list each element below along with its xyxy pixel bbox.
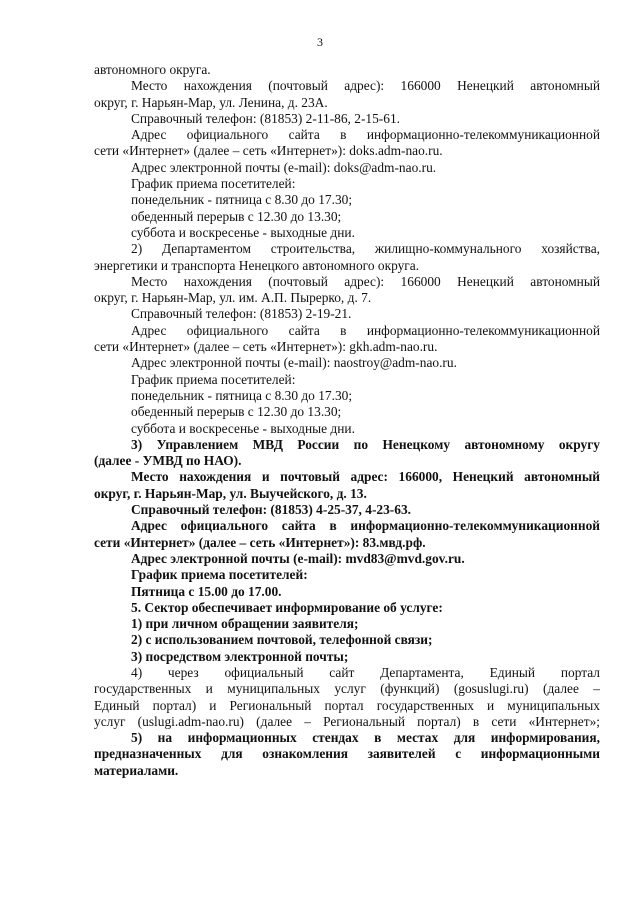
text-line: График приема посетителей: — [131, 371, 296, 387]
text-line: Место нахождения и почтовый адрес: 166000, Ненецкий автономный — [131, 469, 600, 485]
text-line: предназначенных для ознакомления заявителей с информационными — [94, 746, 600, 762]
text-line: сети «Интернет» (далее – сеть «Интернет»): doks.adm-nao.ru. — [94, 143, 443, 159]
text-line: округ, г. Нарьян-Мар, ул. им. А.П. Пырерко, д. 7. — [94, 290, 372, 306]
text-line: Место нахождения (почтовый адрес): 166000 Ненецкий автономный — [131, 273, 600, 289]
text-line: Адрес электронной почты (e-mail): doks@adm-nao.ru. — [131, 159, 437, 175]
text-line: 5. Сектор обеспечивает информирование об услуге: — [131, 599, 443, 615]
text-line: материалами. — [94, 762, 179, 778]
text-line: округ, г. Нарьян-Мар, ул. Ленина, д. 23А. — [94, 94, 328, 110]
text-line: Единый портал) и Региональный портал государственных и муниципальных — [94, 697, 600, 713]
text-line: Адрес официального сайта в информационно-телекоммуникационной — [131, 518, 600, 534]
text-line: (далее - УМВД по НАО). — [94, 453, 242, 469]
text-line: обеденный перерыв с 12.30 до 13.30; — [131, 404, 342, 420]
text-line: 2) Департаментом строительства, жилищно-коммунального хозяйства, — [131, 241, 600, 257]
text-line: сети «Интернет» (далее – сеть «Интернет»): gkh.adm-nao.ru. — [94, 339, 438, 355]
text-line: автономного округа. — [94, 62, 211, 77]
text-line: 1) при личном обращении заявителя; — [131, 616, 359, 632]
text-line: 3) Управлением МВД России по Ненецкому автономному округу — [131, 436, 600, 452]
text-line: государственных и муниципальных услуг (функций) (gosuslugi.ru) (далее – — [94, 681, 600, 697]
text-line: Адрес официального сайта в информационно-телекоммуникационной — [131, 127, 600, 143]
text-line: 2) с использованием почтовой, телефонной связи; — [131, 632, 433, 648]
text-line: обеденный перерыв с 12.30 до 13.30; — [131, 208, 342, 224]
text-line: Справочный телефон: (81853) 2-11-86, 2-15-61. — [131, 110, 400, 126]
text-line: суббота и воскресенье - выходные дни. — [131, 224, 355, 240]
text-line: Пятница с 15.00 до 17.00. — [131, 583, 282, 599]
document-body — [94, 62, 600, 779]
text-line: округ, г. Нарьян-Мар, ул. Выучейского, д. 13. — [94, 485, 367, 501]
text-line: 4) через официальный сайт Департамента, Единый портал — [131, 664, 600, 680]
text-line: сети «Интернет» (далее – сеть «Интернет»): 83.мвд.рф. — [94, 534, 426, 550]
text-line: Адрес электронной почты (e-mail): naostroy@adm-nao.ru. — [131, 355, 457, 371]
text-line: Место нахождения (почтовый адрес): 166000 Ненецкий автономный — [131, 78, 600, 94]
text-line: Адрес официального сайта в информационно-телекоммуникационной — [131, 322, 600, 338]
text-line: Адрес электронной почты (e-mail): mvd83@mvd.gov.ru. — [131, 550, 465, 566]
text-line: понедельник - пятница с 8.30 до 17.30; — [131, 387, 353, 403]
text-line: График приема посетителей: — [131, 176, 296, 192]
text-line: Справочный телефон: (81853) 2-19-21. — [131, 306, 352, 322]
text-line: услуг (uslugi.adm-nao.ru) (далее – Региональный портал) в сети «Интернет»; — [94, 713, 600, 729]
text-line: 5) на информационных стендах в местах для информирования, — [131, 730, 600, 746]
text-line: понедельник - пятница с 8.30 до 17.30; — [131, 192, 353, 208]
text-line: График приема посетителей: — [131, 567, 308, 583]
text-line: суббота и воскресенье - выходные дни. — [131, 420, 355, 436]
text-line: Справочный телефон: (81853) 4-25-37, 4-23-63. — [131, 502, 411, 518]
page-number: 3 — [317, 35, 323, 49]
text-line: 3) посредством электронной почты; — [131, 648, 349, 664]
text-line: энергетики и транспорта Ненецкого автономного округа. — [94, 257, 420, 273]
